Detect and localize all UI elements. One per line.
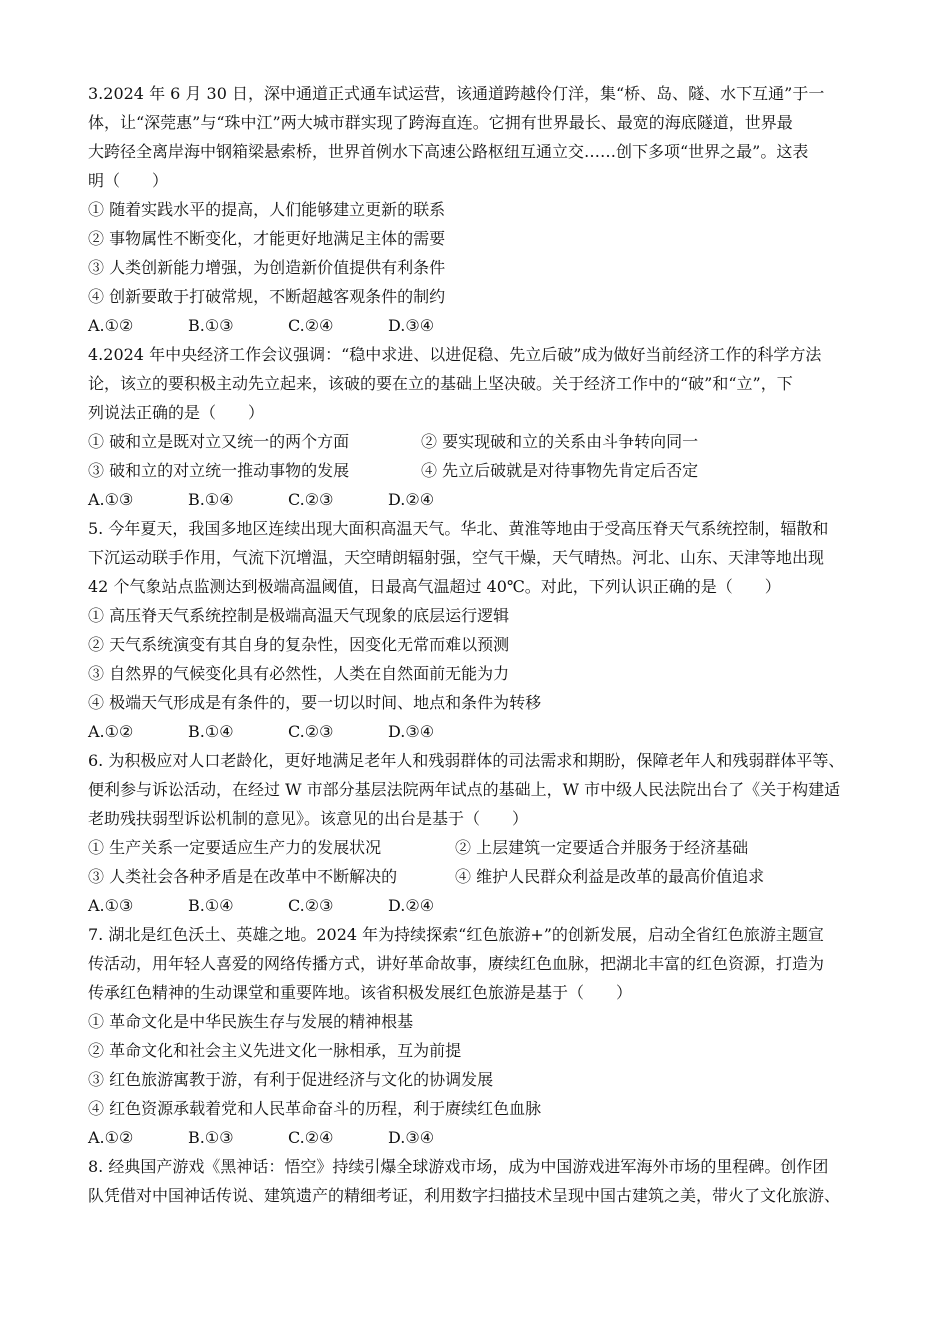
q3-answer-d: D.③④ xyxy=(388,316,435,335)
q6-answer-choices xyxy=(88,895,868,917)
q7-answer-d: D.③④ xyxy=(388,1128,435,1147)
q7-option-4: ④ 红色资源承载着党和人民革命奋斗的历程，利于赓续红色血脉 xyxy=(88,1099,542,1118)
q4-answer-c: C.②③ xyxy=(288,490,334,509)
q6-stem-line-3: 老助残扶弱型诉讼机制的意见》。该意见的出台是基于（ ） xyxy=(88,809,529,828)
q7-answer-choices xyxy=(88,1127,868,1149)
q7-option-1: ① 革命文化是中华民族生存与发展的精神根基 xyxy=(88,1012,414,1031)
q3-answer-choices xyxy=(88,315,868,337)
q3-answer-b: B.①③ xyxy=(188,316,234,335)
q6-answer-c: C.②③ xyxy=(288,896,334,915)
q3-stem-line-3: 大跨径全离岸海中钢箱梁悬索桥，世界首例水下高速公路枢纽互通立交……创下多项“世界之最”。这表 xyxy=(88,142,809,161)
q6-answer-a: A.①③ xyxy=(88,896,134,915)
q5-answer-choices xyxy=(88,721,868,743)
q5-answer-a: A.①② xyxy=(88,722,134,741)
q4-option-4: ④ 先立后破就是对待事物先肯定后否定 xyxy=(421,461,699,480)
q7-answer-a: A.①② xyxy=(88,1128,134,1147)
q6-option-3: ③ 人类社会各种矛盾是在改革中不断解决的 xyxy=(88,867,398,886)
q4-option-1: ① 破和立是既对立又统一的两个方面 xyxy=(88,432,350,451)
q7-answer-b: B.①③ xyxy=(188,1128,234,1147)
q3-stem-line-1: 3.2024 年 6 月 30 日，深中通道正式通车试运营，该通道跨越伶仃洋，集“桥、岛、隧、水下互通”于一 xyxy=(88,84,825,103)
q6-option-4: ④ 维护人民群众利益是改革的最高价值追求 xyxy=(455,867,765,886)
q5-stem-line-3: 42 个气象站点监测达到极端高温阈值，日最高气温超过 40℃。对此，下列认识正确的是（ ） xyxy=(88,577,781,596)
q3-option-3: ③ 人类创新能力增强，为创造新价值提供有利条件 xyxy=(88,258,446,277)
q8-stem-line-1: 8. 经典国产游戏《黑神话：悟空》持续引爆全球游戏市场，成为中国游戏进军海外市场的里程碑。创作团 xyxy=(88,1157,829,1176)
q5-option-2: ② 天气系统演变有其自身的复杂性，因变化无常而难以预测 xyxy=(88,635,510,654)
q3-option-1: ① 随着实践水平的提高，人们能够建立更新的联系 xyxy=(88,200,446,219)
q4-option-3: ③ 破和立的对立统一推动事物的发展 xyxy=(88,461,350,480)
q7-answer-c: C.②④ xyxy=(288,1128,334,1147)
q5-stem-line-2: 下沉运动联手作用，气流下沉增温，天空晴朗辐射强，空气干燥，天气晴热。河北、山东、天津等地出现 xyxy=(88,548,825,567)
q4-answer-a: A.①③ xyxy=(88,490,134,509)
q7-stem-line-2: 传活动，用年轻人喜爱的网络传播方式，讲好革命故事，赓续红色血脉，把湖北丰富的红色资源，打造为 xyxy=(88,954,825,973)
q3-answer-a: A.①② xyxy=(88,316,134,335)
q7-stem-line-1: 7. 湖北是红色沃土、英雄之地。2024 年为持续探索“红色旅游+”的创新发展，启动全省红色旅游主题宣 xyxy=(88,925,824,944)
q3-option-2: ② 事物属性不断变化，才能更好地满足主体的需要 xyxy=(88,229,446,248)
q6-option-1: ① 生产关系一定要适应生产力的发展状况 xyxy=(88,838,382,857)
q7-stem-line-3: 传承红色精神的生动课堂和重要阵地。该省积极发展红色旅游是基于（ ） xyxy=(88,983,633,1002)
q5-answer-d: D.③④ xyxy=(388,722,435,741)
q6-answer-d: D.②④ xyxy=(388,896,435,915)
q5-answer-b: B.①④ xyxy=(188,722,234,741)
q4-answer-d: D.②④ xyxy=(388,490,435,509)
q4-options-row-2 xyxy=(88,460,868,482)
q7-option-3: ③ 红色旅游寓教于游，有利于促进经济与文化的协调发展 xyxy=(88,1070,494,1089)
q3-option-4: ④ 创新要敢于打破常规，不断超越客观条件的制约 xyxy=(88,287,446,306)
q8-stem-line-2: 队凭借对中国神话传说、建筑遗产的精细考证，利用数字扫描技术呈现中国古建筑之美，带火了文化旅游、 xyxy=(88,1186,841,1205)
q4-stem-line-2: 论，该立的要积极主动先立起来，该破的要在立的基础上坚决破。关于经济工作中的“破”和“立”，下 xyxy=(88,374,793,393)
q4-answer-b: B.①④ xyxy=(188,490,234,509)
q5-option-3: ③ 自然界的气候变化具有必然性，人类在自然面前无能为力 xyxy=(88,664,510,683)
q4-stem-line-3: 列说法正确的是（ ） xyxy=(88,403,265,422)
q3-stem-line-2: 体，让“深莞惠”与“珠中江”两大城市群实现了跨海直连。它拥有世界最长、最宽的海底隧道，世界最 xyxy=(88,113,793,132)
q3-stem-line-4: 明（ ） xyxy=(88,171,169,190)
q5-answer-c: C.②③ xyxy=(288,722,334,741)
q4-answer-choices xyxy=(88,489,868,511)
q7-option-2: ② 革命文化和社会主义先进文化一脉相承，互为前提 xyxy=(88,1041,462,1060)
q5-option-4: ④ 极端天气形成是有条件的，要一切以时间、地点和条件为转移 xyxy=(88,693,542,712)
q5-option-1: ① 高压脊天气系统控制是极端高温天气现象的底层运行逻辑 xyxy=(88,606,510,625)
q6-options-row-2 xyxy=(88,866,868,888)
q4-stem-line-1: 4.2024 年中央经济工作会议强调：“稳中求进、以进促稳、先立后破”成为做好当前经济工作的科学方法 xyxy=(88,345,822,364)
q6-answer-b: B.①④ xyxy=(188,896,234,915)
q4-options-row-1 xyxy=(88,431,868,453)
q3-answer-c: C.②④ xyxy=(288,316,334,335)
q6-stem-line-2: 便利参与诉讼活动，在经过 W 市部分基层法院两年试点的基础上，W 市中级人民法院出台了《关于构建适 xyxy=(88,780,841,799)
q4-option-2: ② 要实现破和立的关系由斗争转向同一 xyxy=(421,432,699,451)
q5-stem-line-1: 5. 今年夏天，我国多地区连续出现大面积高温天气。华北、黄淮等地由于受高压脊天气系统控制，辐散和 xyxy=(88,519,829,538)
q6-options-row-1 xyxy=(88,837,868,859)
q6-option-2: ② 上层建筑一定要适合并服务于经济基础 xyxy=(455,838,749,857)
q6-stem-line-1: 6. 为积极应对人口老龄化，更好地满足老年人和残弱群体的司法需求和期盼，保障老年人和残弱群体平等、 xyxy=(88,751,845,770)
